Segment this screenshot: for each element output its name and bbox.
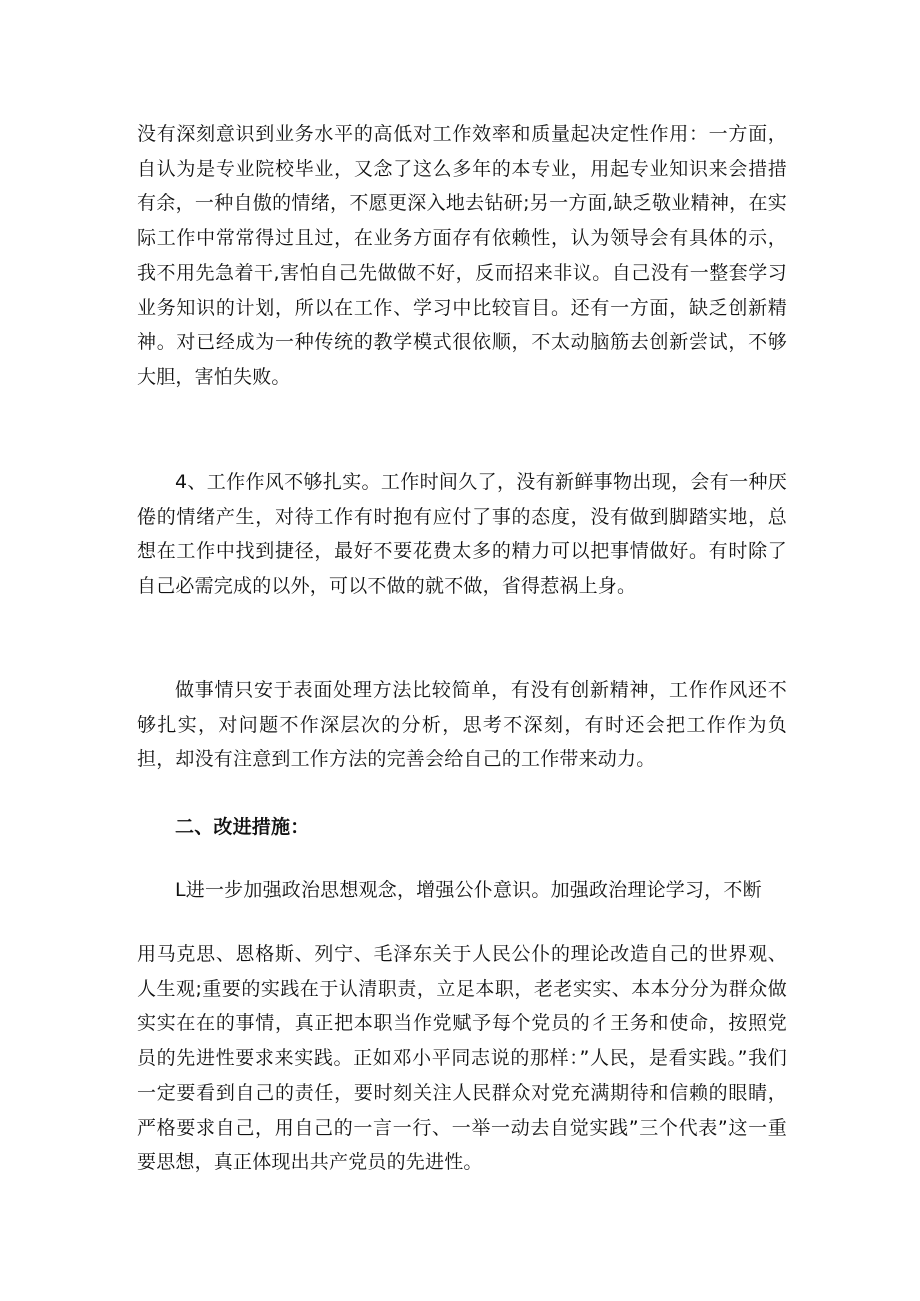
paragraph-political-thought: L进一步加强政治思想观念，增强公仆意识。加强政治理论学习，不断 <box>175 879 762 901</box>
section-heading-improvement-measures: 二、改进措施： <box>175 816 310 838</box>
paragraph-work-style: 4、工作作风不够扎实。工作时间久了，没有新鲜事物出现，会有一种厌倦的情绪产生，对待工作有时抱有应付了事的态度，没有做到脚踏实地，总想在工作中找到捷径，最好不要花费太多的精力可以把事情做好。有时除了自己必需完成的以外，可以不做的就不做，省得惹祸上身。 <box>137 471 787 598</box>
paragraph-surface-handling: 做事情只安于表面处理方法比较简单，有没有创新精神，工作作风还不够扎实，对问题不作深层次的分析，思考不深刻，有时还会把工作作为负担，却没有注意到工作方法的完善会给自己的工作带来动力。 <box>137 679 787 771</box>
paragraph-worldview-practice: 用马克思、恩格斯、列宁、毛泽东关于人民公仆的理论改造自己的世界观、人生观;重要的实践在于认清职责，立足本职，老老实实、本本分分为群众做实实在在的事情，真正把本职当作党赋予每个党员的彳王务和使命，按照党员的先进性要求来实践。正如邓小平同志说的那样：”人民，是看实践。”我们一定要看到自己的责任，要时刻关注人民群众对党充满期待和信赖的眼睛，严格要求自己，用自己的一言一行、一举一动去自觉实践”三个代表”这一重要思想，真正体现出共产党员的先进性。 <box>137 943 787 1174</box>
paragraph-professional-skills: 没有深刻意识到业务水平的高低对工作效率和质量起决定性作用：一方面，自认为是专业院校毕业，又念了这么多年的本专业，用起专业知识来会措措有余，一种自傲的情绪，不愿更深入地去钻研;另一方面,缺乏敬业精神，在实际工作中常常得过且过，在业务方面存有依赖性，认为领导会有具体的示，我不用先急着干,害怕自己先做做不好，反而招来非议。自己没有一整套学习业务知识的计划，所以在工作、学习中比较盲目。还有一方面，缺乏创新精神。对已经成为一种传统的教学模式很依顺，不太动脑筋去创新尝试，不够大胆，害怕失败。 <box>137 123 787 388</box>
